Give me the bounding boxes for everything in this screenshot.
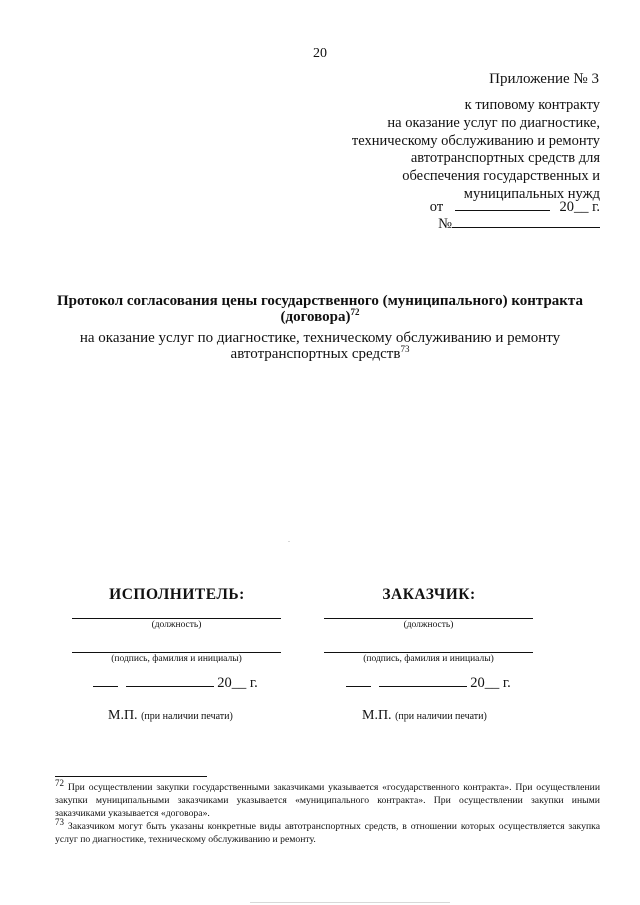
executor-signature-line (72, 652, 281, 653)
footnote-separator (55, 776, 207, 777)
protocol-title-line (40, 309, 600, 325)
footnote-73 (55, 816, 600, 846)
page-number: 20 (313, 46, 327, 61)
footnote-text: Заказчиком могут быть указаны конкретные виды автотранспортных средств, в отношении которых осуществляется закупка услуг по диагностике, техническому обслуживанию и ремонту. (55, 821, 600, 845)
executor-heading: ИСПОЛНИТЕЛЬ: (109, 586, 245, 603)
number-blank (452, 215, 600, 228)
executor-signature-caption: (подпись, фамилия и инициалы) (111, 654, 242, 664)
customer-position-caption: (должность) (403, 620, 454, 630)
appendix-ref-line: техническому обслуживанию и ремонту (351, 132, 600, 149)
customer-signature-caption: (подпись, фамилия и инициалы) (363, 654, 494, 664)
date-prefix: от (429, 199, 444, 215)
appendix-ref-line: обеспечения государственных и (402, 168, 600, 185)
contract-number-line (438, 215, 600, 233)
appendix-ref-line: к типовому контракту (464, 97, 600, 113)
protocol-subtitle-line: на оказание услуг по диагностике, техническому обслуживанию и ремонту (79, 330, 561, 346)
stamp-note: (при наличии печати) (141, 711, 233, 722)
appendix-ref-line: муниципальных нужд (463, 185, 600, 202)
scan-speck (288, 541, 290, 542)
footnote-ref-72: 72 (350, 307, 360, 317)
contract-date-line (430, 198, 600, 216)
protocol-subtitle (40, 330, 600, 362)
footnote-text: При осуществлении закупки государственными заказчиками указывается «государственного контракта». При осуществлении закупки муниципальными заказчиками указывается «муниципального контракта». При осуществлении закупки иными заказчиками указывается «договора». (55, 782, 600, 819)
executor-position-line (72, 618, 281, 619)
footnote-ref-73: 73 (400, 344, 410, 354)
customer-heading: ЗАКАЗЧИК: (382, 586, 476, 603)
protocol-subtitle-text: автотранспортных средств (230, 346, 401, 362)
customer-date (346, 674, 511, 692)
date-blank (455, 198, 550, 211)
day-blank (93, 674, 118, 687)
protocol-title-text: (договора) (280, 309, 351, 325)
protocol-subtitle-line (40, 346, 600, 362)
date-year: 20__ г. (559, 199, 600, 215)
customer-stamp (362, 708, 487, 724)
customer-signature-line (324, 652, 533, 653)
executor-date (93, 674, 258, 692)
scan-edge (250, 902, 450, 903)
footnote-72 (55, 777, 600, 820)
footnote-mark: 73 (55, 816, 64, 827)
month-blank (126, 674, 214, 687)
customer-position-line (324, 618, 533, 619)
footnotes (55, 777, 600, 846)
protocol-title-line: Протокол согласования цены государственного (муниципального) контракта (56, 293, 583, 309)
customer-date-year: 20__ г. (470, 675, 511, 691)
appendix-title: Приложение № 3 (489, 71, 599, 87)
footnote-mark: 72 (55, 777, 64, 788)
executor-stamp (108, 708, 233, 724)
stamp-label: М.П. (108, 708, 138, 723)
appendix-reference (352, 97, 600, 204)
appendix-ref-line: автотранспортных средств для (410, 150, 600, 167)
stamp-label: М.П. (362, 708, 392, 723)
protocol-title (40, 293, 600, 325)
appendix-ref-line: на оказание услуг по диагностике, (387, 114, 600, 131)
day-blank (346, 674, 371, 687)
stamp-note: (при наличии печати) (395, 711, 487, 722)
executor-date-year: 20__ г. (217, 675, 258, 691)
month-blank (379, 674, 467, 687)
executor-position-caption: (должность) (151, 620, 202, 630)
number-prefix: № (438, 216, 452, 232)
